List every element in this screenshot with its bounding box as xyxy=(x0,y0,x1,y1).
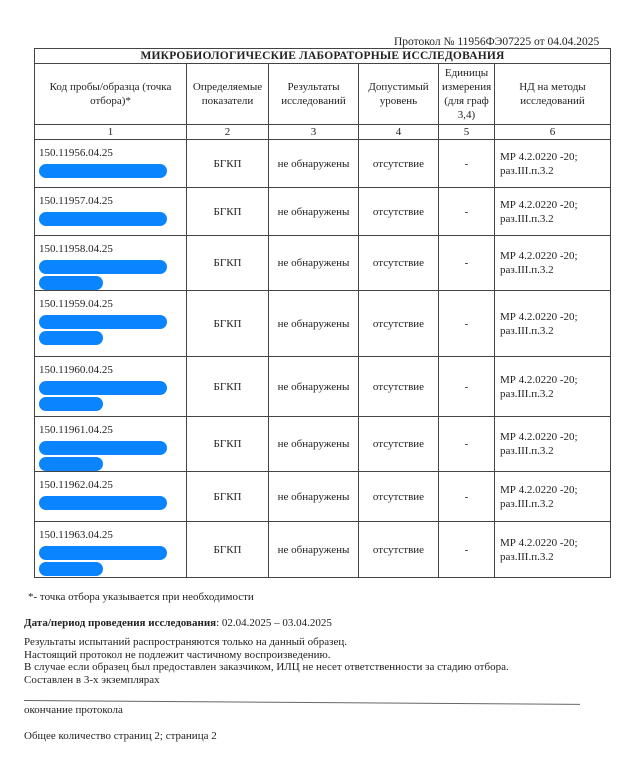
redaction-mark xyxy=(39,315,167,329)
sample-code-cell xyxy=(35,140,187,188)
nd-cell: МР 4.2.0220 -20; раз.III.п.3.2 xyxy=(495,188,611,236)
column-header: Код пробы/образца (точка отбора)* xyxy=(35,64,187,125)
table-row xyxy=(35,417,611,472)
sample-code: 150.11961.04.25 xyxy=(39,424,113,436)
redaction-mark xyxy=(39,457,103,471)
indicator-cell: БГКП xyxy=(187,357,269,417)
unit-cell: - xyxy=(439,188,495,236)
redaction-mark xyxy=(39,562,103,576)
redaction-mark xyxy=(39,496,167,510)
unit-cell: - xyxy=(439,140,495,188)
note-line: Результаты испытаний распространяются только на данный образец. xyxy=(24,636,347,648)
note-line: В случае если образец был предоставлен заказчиком, ИЛЦ не несет ответственности за стадию отбора. xyxy=(24,661,509,673)
unit-cell: - xyxy=(439,357,495,417)
result-cell: не обнаружены xyxy=(269,140,359,188)
study-date-value: : 02.04.2025 – 03.04.2025 xyxy=(216,617,332,629)
column-header: Результаты исследований xyxy=(269,64,359,125)
sample-code-cell xyxy=(35,417,187,472)
result-cell: не обнаружены xyxy=(269,417,359,472)
sample-code-cell xyxy=(35,472,187,522)
redaction-mark xyxy=(39,212,167,226)
table-header-row xyxy=(35,64,611,125)
unit-cell: - xyxy=(439,417,495,472)
redaction-mark xyxy=(39,441,167,455)
table-row xyxy=(35,472,611,522)
column-number: 1 xyxy=(35,125,187,140)
sample-code: 150.11959.04.25 xyxy=(39,298,113,310)
redaction-mark xyxy=(39,276,103,290)
table-row xyxy=(35,291,611,357)
redaction-mark xyxy=(39,164,167,178)
sample-code-cell xyxy=(35,291,187,357)
nd-cell: МР 4.2.0220 -20; раз.III.п.3.2 xyxy=(495,472,611,522)
sample-code-cell xyxy=(35,522,187,578)
end-of-protocol: окончание протокола xyxy=(24,704,123,716)
level-cell: отсутствие xyxy=(359,236,439,291)
unit-cell: - xyxy=(439,291,495,357)
nd-cell: МР 4.2.0220 -20; раз.III.п.3.2 xyxy=(495,357,611,417)
table-row xyxy=(35,357,611,417)
table-title: МИКРОБИОЛОГИЧЕСКИЕ ЛАБОРАТОРНЫЕ ИССЛЕДОВАНИЯ xyxy=(35,49,611,64)
redaction-mark xyxy=(39,260,167,274)
column-number: 4 xyxy=(359,125,439,140)
level-cell: отсутствие xyxy=(359,472,439,522)
column-number: 2 xyxy=(187,125,269,140)
nd-cell: МР 4.2.0220 -20; раз.III.п.3.2 xyxy=(495,140,611,188)
column-header: Единицы измерения (для граф 3,4) xyxy=(439,64,495,125)
redaction-mark xyxy=(39,397,103,411)
indicator-cell: БГКП xyxy=(187,236,269,291)
nd-cell: МР 4.2.0220 -20; раз.III.п.3.2 xyxy=(495,291,611,357)
redaction-mark xyxy=(39,381,167,395)
sample-code: 150.11958.04.25 xyxy=(39,243,113,255)
unit-cell: - xyxy=(439,236,495,291)
nd-cell: МР 4.2.0220 -20; раз.III.п.3.2 xyxy=(495,417,611,472)
level-cell: отсутствие xyxy=(359,140,439,188)
indicator-cell: БГКП xyxy=(187,140,269,188)
result-cell: не обнаружены xyxy=(269,291,359,357)
column-numbers-row xyxy=(35,125,611,140)
column-header: Определяемые показатели xyxy=(187,64,269,125)
column-header: Допустимый уровень xyxy=(359,64,439,125)
level-cell: отсутствие xyxy=(359,522,439,578)
study-date xyxy=(24,617,332,629)
note-line: Настоящий протокол не подлежит частичному воспроизведению. xyxy=(24,648,331,661)
sample-code-cell xyxy=(35,236,187,291)
sample-code: 150.11962.04.25 xyxy=(39,479,113,491)
level-cell: отсутствие xyxy=(359,357,439,417)
study-date-label: Дата/период проведения исследования xyxy=(24,617,217,629)
sample-code: 150.11960.04.25 xyxy=(39,364,113,376)
column-header: НД на методы исследований xyxy=(495,64,611,125)
level-cell: отсутствие xyxy=(359,188,439,236)
redaction-mark xyxy=(39,331,103,345)
unit-cell: - xyxy=(439,522,495,578)
table-row xyxy=(35,188,611,236)
result-cell: не обнаружены xyxy=(269,472,359,522)
level-cell: отсутствие xyxy=(359,417,439,472)
indicator-cell: БГКП xyxy=(187,291,269,357)
unit-cell: - xyxy=(439,472,495,522)
indicator-cell: БГКП xyxy=(187,472,269,522)
sample-code-cell xyxy=(35,188,187,236)
table-row xyxy=(35,236,611,291)
indicator-cell: БГКП xyxy=(187,188,269,236)
result-cell: не обнаружены xyxy=(269,357,359,417)
level-cell: отсутствие xyxy=(359,291,439,357)
sample-code-cell xyxy=(35,357,187,417)
indicator-cell: БГКП xyxy=(187,417,269,472)
table-row xyxy=(35,522,611,578)
sample-code: 150.11957.04.25 xyxy=(39,195,113,207)
column-number: 6 xyxy=(495,125,611,140)
nd-cell: МР 4.2.0220 -20; раз.III.п.3.2 xyxy=(495,522,611,578)
notes xyxy=(24,636,509,686)
protocol-number: Протокол № 11956ФЭ07225 от 04.04.2025 xyxy=(394,36,600,48)
column-number: 5 xyxy=(439,125,495,140)
redaction-mark xyxy=(39,546,167,560)
sample-code: 150.11963.04.25 xyxy=(39,529,113,541)
note-line: Составлен в 3-х экземплярах xyxy=(24,673,160,686)
indicator-cell: БГКП xyxy=(187,522,269,578)
nd-cell: МР 4.2.0220 -20; раз.III.п.3.2 xyxy=(495,236,611,291)
result-cell: не обнаружены xyxy=(269,522,359,578)
page-count: Общее количество страниц 2; страница 2 xyxy=(24,730,217,742)
result-cell: не обнаружены xyxy=(269,236,359,291)
footnote: *- точка отбора указывается при необходимости xyxy=(28,591,254,603)
lab-results-table xyxy=(34,48,611,578)
sample-code: 150.11956.04.25 xyxy=(39,147,113,159)
column-number: 3 xyxy=(269,125,359,140)
table-row xyxy=(35,140,611,188)
result-cell: не обнаружены xyxy=(269,188,359,236)
